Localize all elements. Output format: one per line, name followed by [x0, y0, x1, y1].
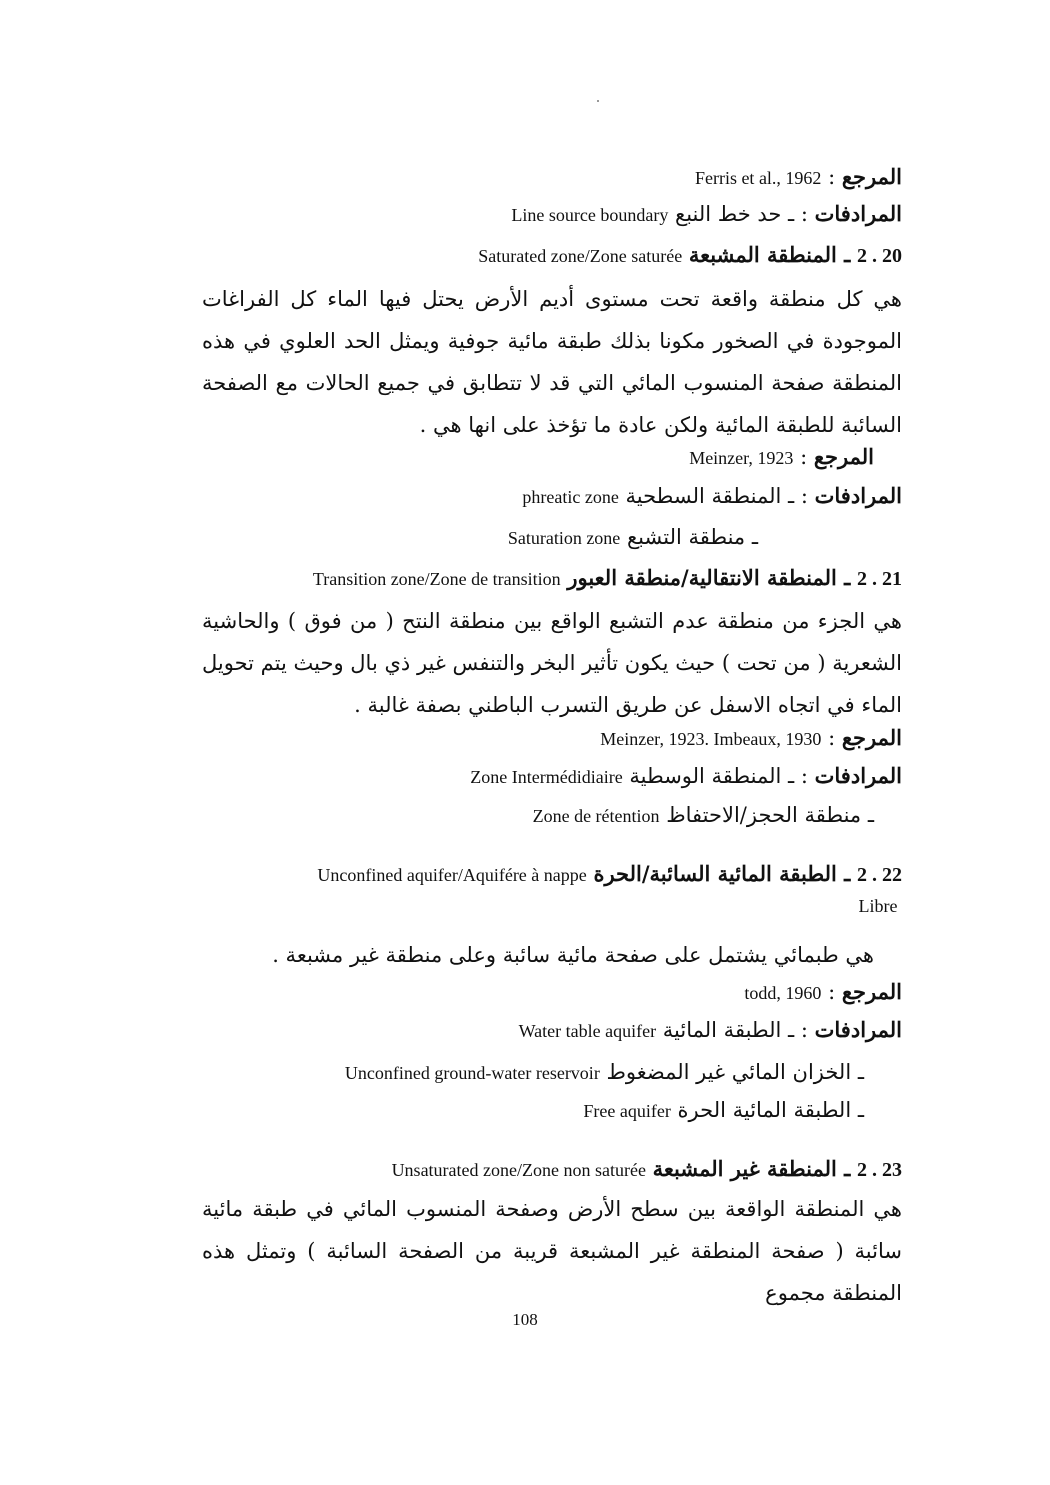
- synonym-arabic: ـ حد خط النبع: [675, 202, 795, 226]
- entry-title-english: Unsaturated zone/Zone non saturée: [391, 1160, 646, 1180]
- entry-number: 2 . 23: [857, 1159, 902, 1181]
- synonym-arabic: ـ الطبقة المائية الحرة: [677, 1098, 864, 1122]
- synonym-english: Free aquifer: [583, 1101, 671, 1121]
- reference-label: المرجع: [813, 444, 874, 469]
- synonym-english: phreatic zone: [522, 487, 619, 507]
- entry-heading: [478, 238, 902, 273]
- reference-label: المرجع: [841, 979, 902, 1004]
- synonyms-line: المرادفات : ـ المنطقة السطحية phreatic zone: [522, 483, 902, 508]
- page-number: 108: [512, 1310, 538, 1329]
- reference-line: المرجع : Ferris et al., 1962: [694, 164, 902, 189]
- synonym-english: Zone Intermédidiaire: [470, 767, 623, 787]
- reference-value: Meinzer, 1923. Imbeaux, 1930: [600, 729, 822, 749]
- reference-label: المرجع: [841, 725, 902, 750]
- synonyms-label: المرادفات: [814, 1017, 902, 1042]
- synonyms-line: المرادفات : ـ المنطقة الوسطية Zone Intermédidiaire: [470, 763, 902, 788]
- entry-title-english: Saturated zone/Zone saturée: [478, 246, 683, 266]
- entry-number: 2 . 20: [857, 245, 902, 267]
- entry-number: 2 . 22: [857, 864, 902, 886]
- synonym-english: Zone de rétention: [532, 806, 660, 826]
- reference-value: Ferris et al., 1962: [694, 168, 822, 188]
- entry-title-arabic: ـ المنطقة غير المشبعة: [652, 1156, 851, 1181]
- reference-line: المرجع : Meinzer, 1923. Imbeaux, 1930: [600, 725, 902, 750]
- reference-value: todd, 1960: [744, 983, 822, 1003]
- reference-line: المرجع : todd, 1960: [744, 979, 902, 1004]
- reference-label: المرجع: [841, 164, 902, 189]
- reference-value: Meinzer, 1923: [689, 448, 794, 468]
- entry-title-continuation: Libre: [858, 896, 898, 916]
- entry-title-english: Transition zone/Zone de transition: [312, 569, 561, 589]
- synonym-arabic: ـ المنطقة السطحية: [625, 484, 795, 508]
- entry-number: 2 . 21: [857, 568, 902, 590]
- synonym-arabic: ـ منطقة التشبع: [626, 525, 758, 549]
- entry-definition: هي الجزء من منطقة عدم التشبع الواقع بين منطقة النتح ( من فوق ) والحاشية الشعرية ( من تحت ) حيث يكون تأثير البخر والتنفس غير ذي بال وحيث يتم تحويل الماء في اتجاه الاسفل عن طريق التسرب الباطني بصفة غالبة .: [202, 609, 902, 717]
- synonyms-label: المرادفات: [814, 483, 902, 508]
- entry-definition: هي كل منطقة واقعة تحت مستوى أديم الأرض يحتل فيها الماء كل الفراغات الموجودة في الصخور مكونا بذلك طبقة مائية جوفية ويمثل الحد العلوي في هذه المنطقة صفحة المنسوب المائي التي قد لا تتطابق في جميع الحالات مع الصفحة السائبة للطبقة المائية ولكن عادة ما تؤخذ على انها هي .: [202, 287, 902, 437]
- entry-definition: هي المنطقة الواقعة بين سطح الأرض وصفحة المنسوب المائي في طبقة مائية سائبة ( صفحة المنطقة غير المشبعة قريبة من الصفحة السائبة ) وتمثل هذه المنطقة مجموع: [202, 1197, 902, 1305]
- synonym-arabic: ـ الطبقة المائية: [662, 1018, 795, 1042]
- entry-title-arabic: ـ المنطقة الانتقالية/منطقة العبور: [567, 565, 851, 590]
- entry-definition: هي طبمائي يشتمل على صفحة مائية سائبة وعلى منطقة غير مشبعة .: [272, 943, 874, 967]
- reference-line: المرجع : Meinzer, 1923: [689, 444, 874, 469]
- synonym-line: [583, 1093, 864, 1128]
- synonyms-line: المرادفات : ـ حد خط النبع Line source boundary: [511, 201, 902, 226]
- entry-title-english: Unconfined aquifer/Aquifére à nappe: [317, 865, 587, 885]
- entry-title-arabic: ـ المنطقة المشبعة: [688, 242, 851, 267]
- scan-speck: [597, 100, 599, 102]
- entry-heading: [392, 1152, 902, 1187]
- synonym-line: [345, 1055, 864, 1090]
- synonym-line: [508, 520, 758, 555]
- synonym-english: Saturation zone: [507, 528, 621, 548]
- synonyms-label: المرادفات: [814, 763, 902, 788]
- entry-heading: [313, 561, 902, 596]
- entry-heading: [317, 857, 902, 892]
- synonym-arabic: ـ الخزان المائي غير المضغوط: [606, 1060, 864, 1084]
- entry-title-arabic: ـ الطبقة المائية السائبة/الحرة: [593, 861, 851, 886]
- synonym-english: Water table aquifer: [518, 1021, 657, 1041]
- synonyms-label: المرادفات: [814, 201, 902, 226]
- synonym-arabic: ـ المنطقة الوسطية: [629, 764, 795, 788]
- synonym-arabic: ـ منطقة الحجز/الاحتفاظ: [666, 803, 874, 827]
- synonym-english: Unconfined ground-water reservoir: [344, 1063, 600, 1083]
- synonym-line: [533, 798, 874, 833]
- synonyms-line: المرادفات : ـ الطبقة المائية Water table aquifer: [518, 1017, 902, 1042]
- synonym-english: Line source boundary: [511, 205, 669, 225]
